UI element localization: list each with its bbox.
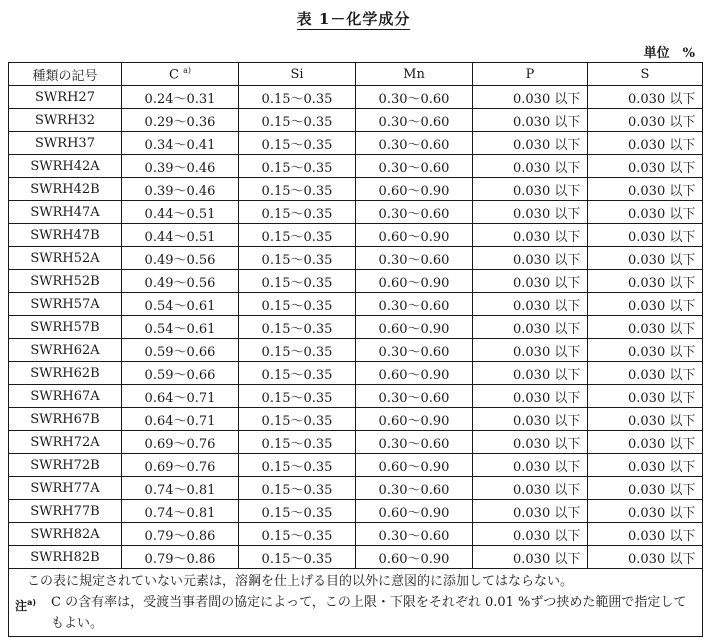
c-cell: 0.59～0.66 (122, 362, 239, 385)
s-cell: 0.030 以下 (588, 224, 703, 247)
table-row (9, 201, 703, 224)
c-cell: 0.79～0.86 (122, 546, 239, 569)
p-cell: 0.030 以下 (473, 178, 588, 201)
mn-cell: 0.30～0.60 (356, 385, 473, 408)
grade-cell: SWRH47B (9, 224, 122, 247)
grade-cell: SWRH62B (9, 362, 122, 385)
c-cell: 0.44～0.51 (122, 201, 239, 224)
grade-cell: SWRH57A (9, 293, 122, 316)
p-cell: 0.030 以下 (473, 201, 588, 224)
grade-cell: SWRH57B (9, 316, 122, 339)
si-cell: 0.15～0.35 (239, 385, 356, 408)
p-cell: 0.030 以下 (473, 385, 588, 408)
si-cell: 0.15～0.35 (239, 454, 356, 477)
p-cell: 0.030 以下 (473, 408, 588, 431)
p-cell: 0.030 以下 (473, 270, 588, 293)
c-cell: 0.64～0.71 (122, 385, 239, 408)
si-cell: 0.15～0.35 (239, 477, 356, 500)
s-cell: 0.030 以下 (588, 109, 703, 132)
c-cell: 0.59～0.66 (122, 339, 239, 362)
p-cell: 0.030 以下 (473, 339, 588, 362)
mn-cell: 0.30～0.60 (356, 109, 473, 132)
grade-cell: SWRH82A (9, 523, 122, 546)
mn-cell: 0.60～0.90 (356, 270, 473, 293)
grade-cell: SWRH67A (9, 385, 122, 408)
s-cell: 0.030 以下 (588, 454, 703, 477)
p-cell: 0.030 以下 (473, 132, 588, 155)
grade-cell: SWRH77A (9, 477, 122, 500)
si-cell: 0.15～0.35 (239, 523, 356, 546)
table-row (9, 523, 703, 546)
header-grade: 種類の記号 (9, 63, 122, 86)
p-cell: 0.030 以下 (473, 155, 588, 178)
si-cell: 0.15～0.35 (239, 362, 356, 385)
grade-cell: SWRH27 (9, 86, 122, 109)
c-cell: 0.64～0.71 (122, 408, 239, 431)
grade-cell: SWRH42A (9, 155, 122, 178)
c-cell: 0.74～0.81 (122, 500, 239, 523)
grade-cell: SWRH67B (9, 408, 122, 431)
si-cell: 0.15～0.35 (239, 247, 356, 270)
note-a (15, 592, 696, 634)
s-cell: 0.030 以下 (588, 247, 703, 270)
si-cell: 0.15～0.35 (239, 224, 356, 247)
table-row (9, 477, 703, 500)
mn-cell: 0.30～0.60 (356, 86, 473, 109)
s-cell: 0.030 以下 (588, 546, 703, 569)
header-si: Si (239, 63, 356, 86)
si-cell: 0.15～0.35 (239, 270, 356, 293)
c-cell: 0.69～0.76 (122, 454, 239, 477)
p-cell: 0.030 以下 (473, 546, 588, 569)
note-a-text: C の含有率は，受渡当事者間の協定によって，この上限・下限をそれぞれ 0.01 %ずつ挟めた範囲で指定してもよい。 (51, 595, 687, 631)
s-cell: 0.030 以下 (588, 500, 703, 523)
c-cell: 0.39～0.46 (122, 178, 239, 201)
s-cell: 0.030 以下 (588, 408, 703, 431)
p-cell: 0.030 以下 (473, 86, 588, 109)
grade-cell: SWRH32 (9, 109, 122, 132)
table-row (9, 224, 703, 247)
c-cell: 0.49～0.56 (122, 247, 239, 270)
table-row (9, 454, 703, 477)
grade-cell: SWRH72A (9, 431, 122, 454)
table-row (9, 247, 703, 270)
s-cell: 0.030 以下 (588, 132, 703, 155)
s-cell: 0.030 以下 (588, 477, 703, 500)
s-cell: 0.030 以下 (588, 86, 703, 109)
table-row (9, 132, 703, 155)
p-cell: 0.030 以下 (473, 500, 588, 523)
table-row (9, 155, 703, 178)
grade-cell: SWRH42B (9, 178, 122, 201)
si-cell: 0.15～0.35 (239, 132, 356, 155)
header-s: S (588, 63, 703, 86)
p-cell: 0.030 以下 (473, 316, 588, 339)
si-cell: 0.15～0.35 (239, 408, 356, 431)
mn-cell: 0.30～0.60 (356, 293, 473, 316)
p-cell: 0.030 以下 (473, 224, 588, 247)
si-cell: 0.15～0.35 (239, 500, 356, 523)
unit-label: 単位 % (643, 46, 695, 61)
table-row (9, 431, 703, 454)
si-cell: 0.15～0.35 (239, 109, 356, 132)
table-row (9, 385, 703, 408)
si-cell: 0.15～0.35 (239, 339, 356, 362)
mn-cell: 0.60～0.90 (356, 454, 473, 477)
grade-cell: SWRH72B (9, 454, 122, 477)
s-cell: 0.030 以下 (588, 431, 703, 454)
p-cell: 0.030 以下 (473, 431, 588, 454)
c-cell: 0.69～0.76 (122, 431, 239, 454)
p-cell: 0.030 以下 (473, 477, 588, 500)
grade-cell: SWRH52B (9, 270, 122, 293)
si-cell: 0.15～0.35 (239, 316, 356, 339)
mn-cell: 0.30～0.60 (356, 431, 473, 454)
header-c: C $^{a)}$ (122, 63, 239, 86)
grade-cell: SWRH82B (9, 546, 122, 569)
header-p: P (473, 63, 588, 86)
c-cell: 0.79～0.86 (122, 523, 239, 546)
chemical-composition-table (8, 62, 703, 637)
c-cell: 0.44～0.51 (122, 224, 239, 247)
table-row (9, 408, 703, 431)
c-cell: 0.49～0.56 (122, 270, 239, 293)
grade-cell: SWRH52A (9, 247, 122, 270)
table-row (9, 86, 703, 109)
si-cell: 0.15～0.35 (239, 201, 356, 224)
mn-cell: 0.30～0.60 (356, 523, 473, 546)
notes-row (9, 569, 703, 637)
mn-cell: 0.60～0.90 (356, 500, 473, 523)
p-cell: 0.030 以下 (473, 247, 588, 270)
c-cell: 0.39～0.46 (122, 155, 239, 178)
table-row (9, 339, 703, 362)
grade-cell: SWRH37 (9, 132, 122, 155)
s-cell: 0.030 以下 (588, 155, 703, 178)
grade-cell: SWRH77B (9, 500, 122, 523)
table-row (9, 293, 703, 316)
si-cell: 0.15～0.35 (239, 178, 356, 201)
s-cell: 0.030 以下 (588, 316, 703, 339)
si-cell: 0.15～0.35 (239, 155, 356, 178)
mn-cell: 0.30～0.60 (356, 247, 473, 270)
table-row (9, 316, 703, 339)
table-row (9, 109, 703, 132)
note-a-label: 注$^{a)}$ (15, 598, 37, 613)
s-cell: 0.030 以下 (588, 385, 703, 408)
p-cell: 0.030 以下 (473, 523, 588, 546)
mn-cell: 0.30～0.60 (356, 339, 473, 362)
mn-cell: 0.30～0.60 (356, 155, 473, 178)
header-row (9, 63, 703, 86)
si-cell: 0.15～0.35 (239, 431, 356, 454)
table-row (9, 362, 703, 385)
table-row (9, 270, 703, 293)
s-cell: 0.030 以下 (588, 201, 703, 224)
si-cell: 0.15～0.35 (239, 86, 356, 109)
p-cell: 0.030 以下 (473, 109, 588, 132)
c-cell: 0.34～0.41 (122, 132, 239, 155)
s-cell: 0.030 以下 (588, 339, 703, 362)
si-cell: 0.15～0.35 (239, 293, 356, 316)
header-mn: Mn (356, 63, 473, 86)
s-cell: 0.030 以下 (588, 293, 703, 316)
s-cell: 0.030 以下 (588, 270, 703, 293)
mn-cell: 0.60～0.90 (356, 224, 473, 247)
mn-cell: 0.60～0.90 (356, 178, 473, 201)
s-cell: 0.030 以下 (588, 523, 703, 546)
mn-cell: 0.60～0.90 (356, 546, 473, 569)
c-cell: 0.24～0.31 (122, 86, 239, 109)
table-row (9, 178, 703, 201)
p-cell: 0.030 以下 (473, 454, 588, 477)
c-cell: 0.29～0.36 (122, 109, 239, 132)
p-cell: 0.030 以下 (473, 362, 588, 385)
mn-cell: 0.30～0.60 (356, 132, 473, 155)
mn-cell: 0.60～0.90 (356, 408, 473, 431)
table-title: 表 1－化学成分 (296, 10, 411, 28)
c-cell: 0.74～0.81 (122, 477, 239, 500)
p-cell: 0.030 以下 (473, 293, 588, 316)
table-row (9, 500, 703, 523)
s-cell: 0.030 以下 (588, 178, 703, 201)
mn-cell: 0.60～0.90 (356, 362, 473, 385)
grade-cell: SWRH47A (9, 201, 122, 224)
grade-cell: SWRH62A (9, 339, 122, 362)
si-cell: 0.15～0.35 (239, 546, 356, 569)
mn-cell: 0.30～0.60 (356, 201, 473, 224)
mn-cell: 0.60～0.90 (356, 316, 473, 339)
mn-cell: 0.30～0.60 (356, 477, 473, 500)
note-general: この表に規定されていない元素は，溶鋼を仕上げる目的以外に意図的に添加してはならない。 (27, 574, 574, 589)
s-cell: 0.030 以下 (588, 362, 703, 385)
c-cell: 0.54～0.61 (122, 293, 239, 316)
c-cell: 0.54～0.61 (122, 316, 239, 339)
table-row (9, 546, 703, 569)
